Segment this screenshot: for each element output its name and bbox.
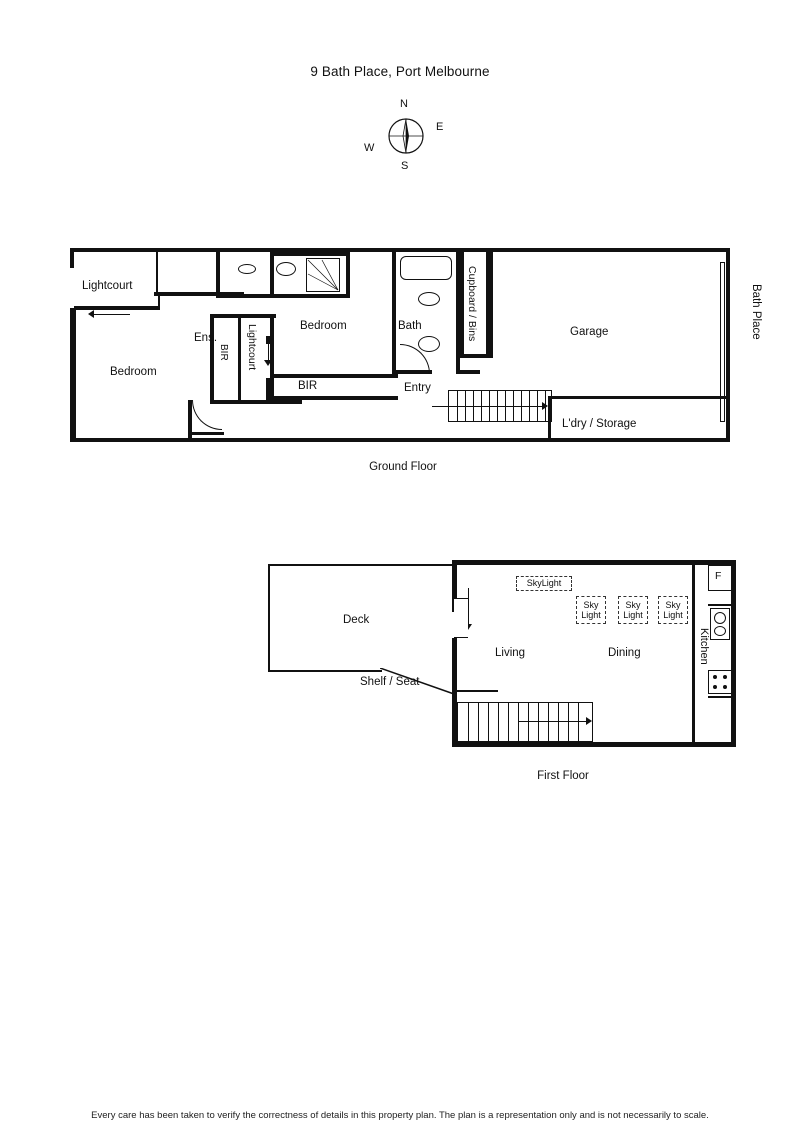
deck-edge-left	[268, 564, 270, 672]
kitchen-partition	[692, 565, 695, 743]
garage-wall-left	[490, 252, 493, 358]
ground-left-small-wall	[158, 296, 160, 308]
bir-wall-left	[210, 314, 214, 404]
label-shelf-seat: Shelf / Seat	[360, 676, 420, 688]
ground-floor-plan	[70, 248, 760, 448]
label-ensuite: Ens.	[194, 332, 218, 344]
page-title: 9 Bath Place, Port Melbourne	[310, 64, 490, 79]
skylight-1: Sky Light	[576, 596, 606, 624]
label-kitchen: Kitchen	[698, 628, 710, 665]
caption-ground-floor: Ground Floor	[369, 461, 437, 473]
cooktop	[708, 670, 732, 694]
bathtub-icon	[400, 256, 452, 280]
skylight-2: Sky Light	[618, 596, 648, 624]
compass-rose	[362, 98, 447, 183]
laundry-wall-left	[548, 396, 551, 442]
ground-wall-left-top	[70, 248, 74, 268]
label-bedroom-rear: Bedroom	[110, 366, 157, 378]
ground-wall-top	[70, 248, 730, 252]
first-stair-direction-arrow	[586, 717, 592, 725]
ensuite-wall-bottom	[216, 294, 274, 298]
lightcourt-mid-notch	[266, 336, 274, 344]
bedroom-rear-sill	[188, 432, 224, 435]
sink-bowl-1-icon	[714, 612, 726, 624]
first-door-opening	[454, 598, 468, 638]
skylight-3: Sky Light	[658, 596, 688, 624]
lightcourt-arrow-line	[94, 314, 130, 315]
toilet-ensuite-icon	[276, 262, 296, 276]
bath-wall-bottom-right	[456, 370, 480, 374]
label-garage: Garage	[570, 326, 609, 338]
cupboard-wall-bottom	[460, 354, 490, 358]
bir-wall-bottom	[210, 400, 302, 404]
first-door-arrow-line	[468, 588, 469, 628]
ground-wall-right	[726, 248, 730, 442]
lightcourt-wall-right	[156, 252, 158, 294]
shelf-seat-edge	[454, 690, 498, 692]
ensuite-wall-right	[270, 252, 274, 298]
toilet-bath-icon	[418, 336, 440, 352]
bir-bottom-wall-top	[274, 374, 398, 378]
lightcourt-mid-notch-2	[266, 378, 274, 404]
label-bath-place-street: Bath Place	[750, 284, 762, 340]
cooktop-burner-2-icon	[723, 675, 727, 679]
deck-edge-bottom	[268, 670, 382, 672]
shower-wall-bottom	[270, 294, 350, 298]
bedroom-rear-wall	[188, 400, 192, 442]
compass-south-label: S	[401, 160, 409, 172]
label-laundry-storage: L'dry / Storage	[562, 418, 637, 430]
label-lightcourt-top: Lightcourt	[82, 280, 133, 292]
ground-wall-left-lower	[70, 308, 76, 442]
label-fridge: F	[715, 570, 722, 582]
ground-stair-direction-line	[432, 406, 544, 407]
bir-divider	[238, 314, 241, 402]
first-floor-plan	[268, 560, 738, 760]
label-bath: Bath	[398, 320, 422, 332]
lightcourt-arrow-head	[88, 310, 94, 318]
kitchen-bench-line	[708, 696, 732, 698]
ensuite-wall-left	[216, 252, 220, 298]
basin-bath-icon	[418, 292, 440, 306]
label-dining: Dining	[608, 647, 641, 659]
label-cupboard-bins: Cupboard / Bins	[466, 266, 478, 342]
compass-needle-icon	[384, 114, 428, 158]
door-arc-bedroom	[192, 400, 222, 430]
kitchen-bench-line-top	[708, 604, 732, 606]
bir-bottom-wall-bottom	[274, 396, 398, 400]
compass-west-label: W	[364, 142, 375, 154]
bath-wall-left	[392, 252, 396, 374]
bir-wall-top	[210, 314, 276, 318]
deck-edge-top	[268, 564, 454, 566]
basin-ensuite-icon	[238, 264, 256, 274]
compass-east-label: E	[436, 121, 444, 133]
label-bedroom-front: Bedroom	[300, 320, 347, 332]
label-lightcourt-middle: Lightcourt	[246, 324, 258, 371]
shower-wall-top	[270, 252, 350, 256]
label-entry: Entry	[404, 382, 431, 394]
cooktop-burner-1-icon	[713, 675, 717, 679]
window-left	[94, 308, 158, 310]
first-staircase	[457, 702, 593, 742]
disclaimer-text: Every care has been taken to verify the correctness of details in this property plan. The plan is a representation only and is not necessarily to scale.	[91, 1110, 709, 1121]
shower-wall-right	[346, 252, 350, 298]
lightcourt-mid-arrow-head	[264, 360, 272, 366]
shower-rays-icon	[306, 258, 340, 292]
first-stair-direction-line	[518, 721, 588, 722]
cooktop-burner-4-icon	[723, 685, 727, 689]
cupboard-wall-left	[460, 252, 464, 358]
label-bir-left: BIR	[218, 344, 229, 361]
label-bir-bottom: BIR	[298, 380, 318, 392]
ground-wall-bottom	[70, 438, 730, 442]
cooktop-burner-3-icon	[713, 685, 717, 689]
label-deck: Deck	[343, 614, 370, 626]
sink-bowl-2-icon	[714, 626, 726, 636]
skylight-wide: SkyLight	[516, 576, 572, 591]
compass-north-label: N	[400, 98, 408, 110]
caption-first-floor: First Floor	[537, 770, 589, 782]
label-living: Living	[495, 647, 526, 659]
laundry-wall-top	[548, 396, 728, 399]
